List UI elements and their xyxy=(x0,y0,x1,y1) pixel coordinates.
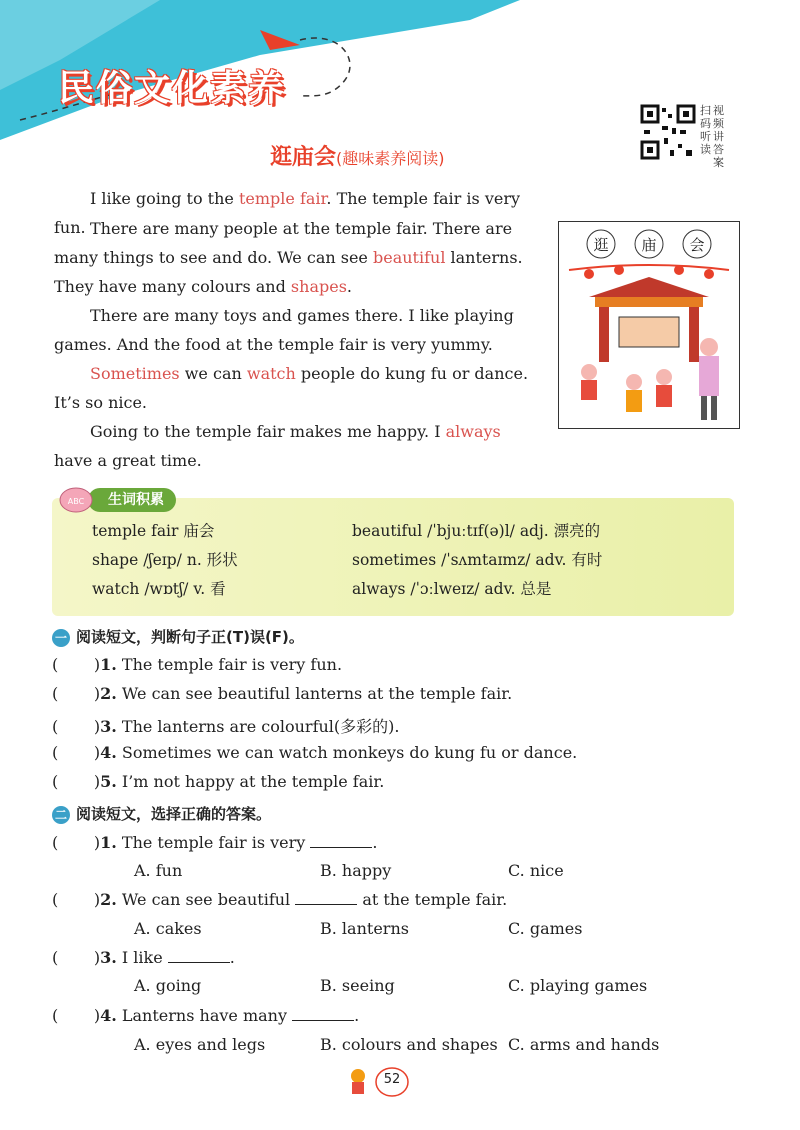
tf-question: ( )2. We can see beautiful lanterns at the temple fair. xyxy=(52,684,513,703)
qr-caption-1: 扫码听读 xyxy=(700,104,711,156)
answer-bracket[interactable]: ( ) xyxy=(52,833,101,852)
paragraph-1: I like going to the temple fair. The temple fair is very fun. xyxy=(54,189,521,237)
keyword-always: always xyxy=(445,422,501,441)
vocab-item: watch /wɒtʃ/ v. 看 xyxy=(92,580,226,598)
sign-char-3: 会 xyxy=(689,236,705,254)
piggy-bank-icon xyxy=(56,482,96,516)
paragraph-3: There are many toys and games there. I like playing games. And the food at the temple fair is very yummy. xyxy=(54,306,514,354)
tf-question: ( )4. Sometimes we can watch monkeys do kung fu or dance. xyxy=(52,743,578,762)
vocab-item: sometimes /ˈsʌmtaɪmz/ adv. 有时 xyxy=(352,551,603,569)
option[interactable]: C. nice xyxy=(508,861,564,880)
option[interactable]: C. games xyxy=(508,919,583,938)
tf-question: ( )3. The lanterns are colourful(多彩的). xyxy=(52,717,400,736)
vocab-item: temple fair 庙会 xyxy=(92,522,215,540)
answer-blank[interactable] xyxy=(168,948,230,963)
sign-char-1: 逛 xyxy=(593,236,609,254)
piggy-label: ABC xyxy=(67,497,85,506)
page-number: 52 xyxy=(383,1072,401,1087)
paragraph-4: Sometimes we can watch people do kung fu or dance. It’s so nice. xyxy=(54,364,529,412)
answer-bracket[interactable]: ( ) xyxy=(52,948,101,967)
section-2-title: 阅读短文，选择正确的答案。 xyxy=(76,805,272,823)
option[interactable]: A. cakes xyxy=(134,919,202,938)
option[interactable]: A. eyes and legs xyxy=(134,1035,266,1054)
vocab-item: always /ˈɔːlweɪz/ adv. 总是 xyxy=(352,580,552,598)
vocabulary-tag: 生词积累 xyxy=(88,488,176,512)
tf-question: ( )1. The temple fair is very fun. xyxy=(52,655,343,674)
mc-question: ( )2. We can see beautiful at the temple fair. xyxy=(52,890,508,909)
answer-blank[interactable] xyxy=(292,1006,354,1021)
qr-code-icon[interactable] xyxy=(640,104,696,160)
temple-fair-illustration xyxy=(558,221,740,429)
section-2-heading xyxy=(52,803,271,824)
article-title-main: 逛庙会 xyxy=(270,145,337,170)
vocab-item: shape /ʃeɪp/ n. 形状 xyxy=(92,551,238,569)
section-1-title: 阅读短文，判断句子正(T)误(F)。 xyxy=(76,628,304,646)
answer-bracket[interactable]: ( ) xyxy=(52,1006,101,1025)
answer-bracket[interactable]: ( ) xyxy=(52,890,101,909)
mc-question: ( )3. I like . xyxy=(52,948,235,967)
keyword-shapes: shapes xyxy=(290,277,347,296)
article-subtitle: (趣味素养阅读) xyxy=(336,149,445,168)
paragraph-5: Going to the temple fair makes me happy. I always have a great time. xyxy=(54,422,501,470)
option[interactable]: C. arms and hands xyxy=(508,1035,660,1054)
mc-question: ( )1. The temple fair is very . xyxy=(52,833,378,852)
mc-question: ( )4. Lanterns have many . xyxy=(52,1006,360,1025)
option[interactable]: B. seeing xyxy=(320,976,395,995)
keyword-temple-fair: temple fair xyxy=(238,189,327,208)
option[interactable]: A. going xyxy=(134,976,202,995)
answer-bracket[interactable]: ( ) xyxy=(52,743,101,762)
answer-bracket[interactable]: ( ) xyxy=(52,772,101,791)
section-2-number: 二 xyxy=(52,806,70,824)
section-1-heading xyxy=(52,626,304,647)
option[interactable]: C. playing games xyxy=(508,976,648,995)
keyword-sometimes: Sometimes xyxy=(90,364,180,383)
keyword-watch: watch xyxy=(246,364,296,383)
sign-char-2: 庙 xyxy=(641,236,657,254)
option[interactable]: B. lanterns xyxy=(320,919,409,938)
option[interactable]: B. happy xyxy=(320,861,392,880)
answer-blank[interactable] xyxy=(310,833,372,848)
option[interactable]: B. colours and shapes xyxy=(320,1035,498,1054)
answer-bracket[interactable]: ( ) xyxy=(52,684,101,703)
vocab-item: beautiful /ˈbjuːtɪf(ə)l/ adj. 漂亮的 xyxy=(352,522,601,540)
section-1-number: 一 xyxy=(52,629,70,647)
answer-bracket[interactable]: ( ) xyxy=(52,655,101,674)
qr-caption xyxy=(700,104,730,169)
option[interactable]: A. fun xyxy=(134,861,183,880)
banner-title: 民俗文化素养 xyxy=(58,68,287,109)
page-footer xyxy=(340,1062,420,1102)
qr-caption-2: 视频讲答案 xyxy=(713,104,724,169)
answer-bracket[interactable]: ( ) xyxy=(52,717,101,736)
paragraph-2: There are many people at the temple fair. There are many things to see and do. We can see beautiful lanterns. They have many colours and shapes. xyxy=(54,219,523,296)
answer-blank[interactable] xyxy=(295,890,357,905)
article-title xyxy=(270,140,445,171)
keyword-beautiful: beautiful xyxy=(372,248,446,267)
tf-question: ( )5. I’m not happy at the temple fair. xyxy=(52,772,385,791)
